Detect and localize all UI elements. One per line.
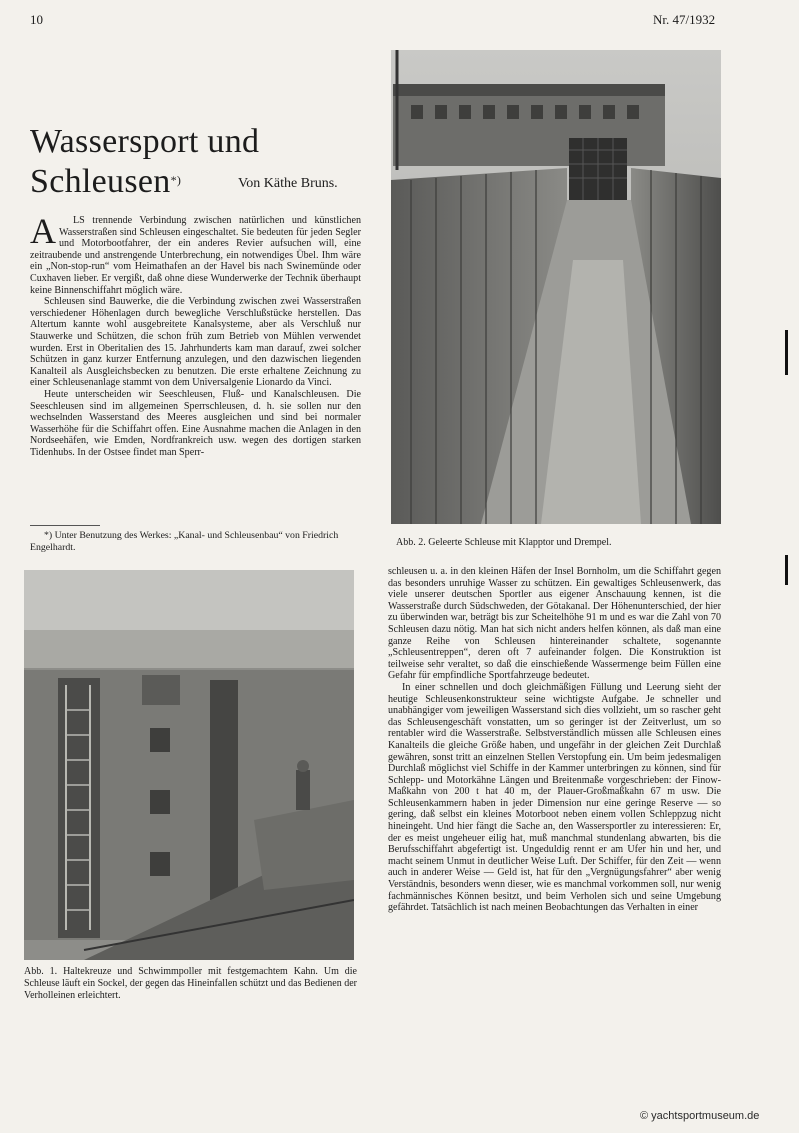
text-column-left <box>30 211 361 458</box>
title-line-1: Wassersport und <box>30 123 260 160</box>
title-line-2: Schleusen <box>30 163 171 200</box>
paragraph: A LS trennende Verbindung zwischen natürlichen und künstlichen Wasserstraßen sind Schleusen eingeschaltet. Sie bedeuten für jeden Segler und Motorbootfahrer, der ein anderes Revier aufsuchen will, eine zeitraubende und anstrengende Unterbrechung, ein notwendiges Übel. Ihm wäre ein „Non-stop-run“ vom Heimathafen an der Havel bis nach Swinemünde oder Cuxhaven lieber. Er vergißt, daß ohne diese Wunderwerke der Technik überhaupt keine Binnenschiffahrt möglich wäre. <box>30 215 361 296</box>
scan-mark <box>785 330 788 375</box>
figure-caption-abb2: Abb. 2. Geleerte Schleuse mit Klapptor und Drempel. <box>396 537 612 548</box>
paragraph: schleusen u. a. in den kleinen Häfen der Insel Bornholm, um die Schiffahrt gegen das besonders unruhige Wasser zu schützen. Ein gewaltiges Schleusenwerk, das viele unserer deutschen Sportler aus eigener Anschauung kennen, ist die Wasserstraße durch Südschweden, der Götakanal. Der Höhenunterschied, der hier zu überwinden war, beträgt bis zur Scheitelhöhe 91 m und es war die Zahl von 70 Schleusen dazu nötig. Man hat sich nicht anders helfen können, als daß man eine ganze Reihe von Schleusen hintereinander schaltete, sogenannte „Schleusentreppen“, deren oft 7 aufeinander folgen. Die Konstruktion ist teilweise sehr veraltet, so daß die einschießende Wassermenge beim Füllen eine Gefahr für empfindliche Sportfahrzeuge bedeutet. <box>388 566 721 682</box>
page-number: 10 <box>30 12 43 27</box>
photo-lock-wall-barge-image <box>24 570 354 960</box>
figure-caption-abb1: Abb. 1. Haltekreuze und Schwimmpoller mit festgemachtem Kahn. Um die Schleuse läuft ein Sockel, der gegen das Hineinfallen schützt und das Bedienen der Verholleinen erleichtert. <box>24 966 357 1001</box>
title-footnote-marker: *) <box>170 173 182 187</box>
paragraph: Heute unterscheiden wir Seeschleusen, Fluß- und Kanalschleusen. Die Seeschleusen sind im allgemeinen Sperrschleusen, d. h. sie sollen nur den wechselnden Wasserstand des Meeres ausgleichen und sind bei normaler Wasserhöhe für die Schiffahrt offen. Eine Ausnahme machen die Anlagen in den Nordseehäfen, wie Emden, Nordfrankreich usw. wegen des dortigen starken Tidenhubs. In der Ostsee findet man Sperr- <box>30 388 361 458</box>
drop-cap: A <box>30 211 56 251</box>
paragraph: Schleusen sind Bauwerke, die die Verbindung zwischen zwei Wasserstraßen verschiedener Höhenlagen durch bewegliche Verschlußstücke herstellen. Das Altertum kannte wohl ausgebreitete Kanalsysteme, aber als Verschluß nur Stauwerke und Schützen, die schon früh zum Betrieb von Mühlen verwendet wurden. Erst in Oberitalien des 15. Jahrhunderts kam man darauf, zwei solcher Schützen in ganz kurzer Entfernung anzulegen, und den dazwischen liegenden Kanalteil als Ausgleichsbecken zu benutzen. Die erste erhaltene Zeichnung zu einer Schleusenanlage stammt von dem Universalgenie Lionardo da Vinci. <box>30 296 361 389</box>
footnote-divider <box>30 525 100 526</box>
photo-empty-lock <box>391 50 721 524</box>
watermark: © yachtsportmuseum.de <box>640 1110 760 1122</box>
photo-empty-lock-image <box>391 50 721 524</box>
footnote: *) Unter Benutzung des Werkes: „Kanal- und Schleusenbau“ von Friedrich Engelhardt. <box>30 530 339 553</box>
author-byline: Von Käthe Bruns. <box>238 176 338 191</box>
paragraph: In einer schnellen und doch gleichmäßigen Füllung und Leerung sieht der heutige Schleusenkonstrukteur seine wichtigste Aufgabe. Je schneller und unabhängiger vom jeweiligen Wasserstand sich dies vollzieht, um so rascher geht das Schleusengeschäft vonstatten, um so geringer ist der Zeitverlust, um so rentabler wird die Wasserstraße. Selbstverständlich müssen alle Schleusen eines Kanalteils die gleiche Größe haben, und ungefähr in der gleichen Zeit Durchlaß gewähren, sonst tritt an einzelnen Stellen Verstopfung ein. Um beim jedesmaligen Durchlaß möglichst viel Schiffe in der Kammer unterbringen zu können, sind für Schlepp- und Motorkähne Längen und Breitenmaße vorgeschrieben: der Finow-Maßkahn von 200 t hat 40 m, der Plauer-Großmaßkahn 67 m usw. Die Schleusenkammern haben in jeder Dimension nur eine geringe Reserve — so gering, daß selbst ein kleines Motorboot neben einem vollen Schleppzug nicht hineingeht. Und hier fängt die Sache an, den Wassersportler zu interessieren: Er, der es meist ungeheuer eilig hat, muß manchmal stundenlang abwarten, bis die Berufsschiffahrt abgefertigt ist. Ungeduldig rennt er am Ufer hin und her, und macht seinem Unmut in deutlicher Weise Luft. Der Schiffer, für den Zeit — wenn auch in anderer Weise — Geld ist, hat für den „Vergnügungsfahrer“ aber wenig Verständnis, besonders wenn dieser, wie es manchmal vorkommen soll, nur wenig fachmännisches Können besitzt, und beim Verholen sich und seine Umgebung gefährdet. Tatsächlich ist nach meinen Beobachtungen das Verhalten in einer <box>388 681 721 914</box>
issue-number: Nr. 47/1932 <box>653 12 716 27</box>
scan-mark <box>785 555 788 585</box>
photo-lock-wall-barge <box>24 570 354 960</box>
text-column-right <box>388 566 721 914</box>
